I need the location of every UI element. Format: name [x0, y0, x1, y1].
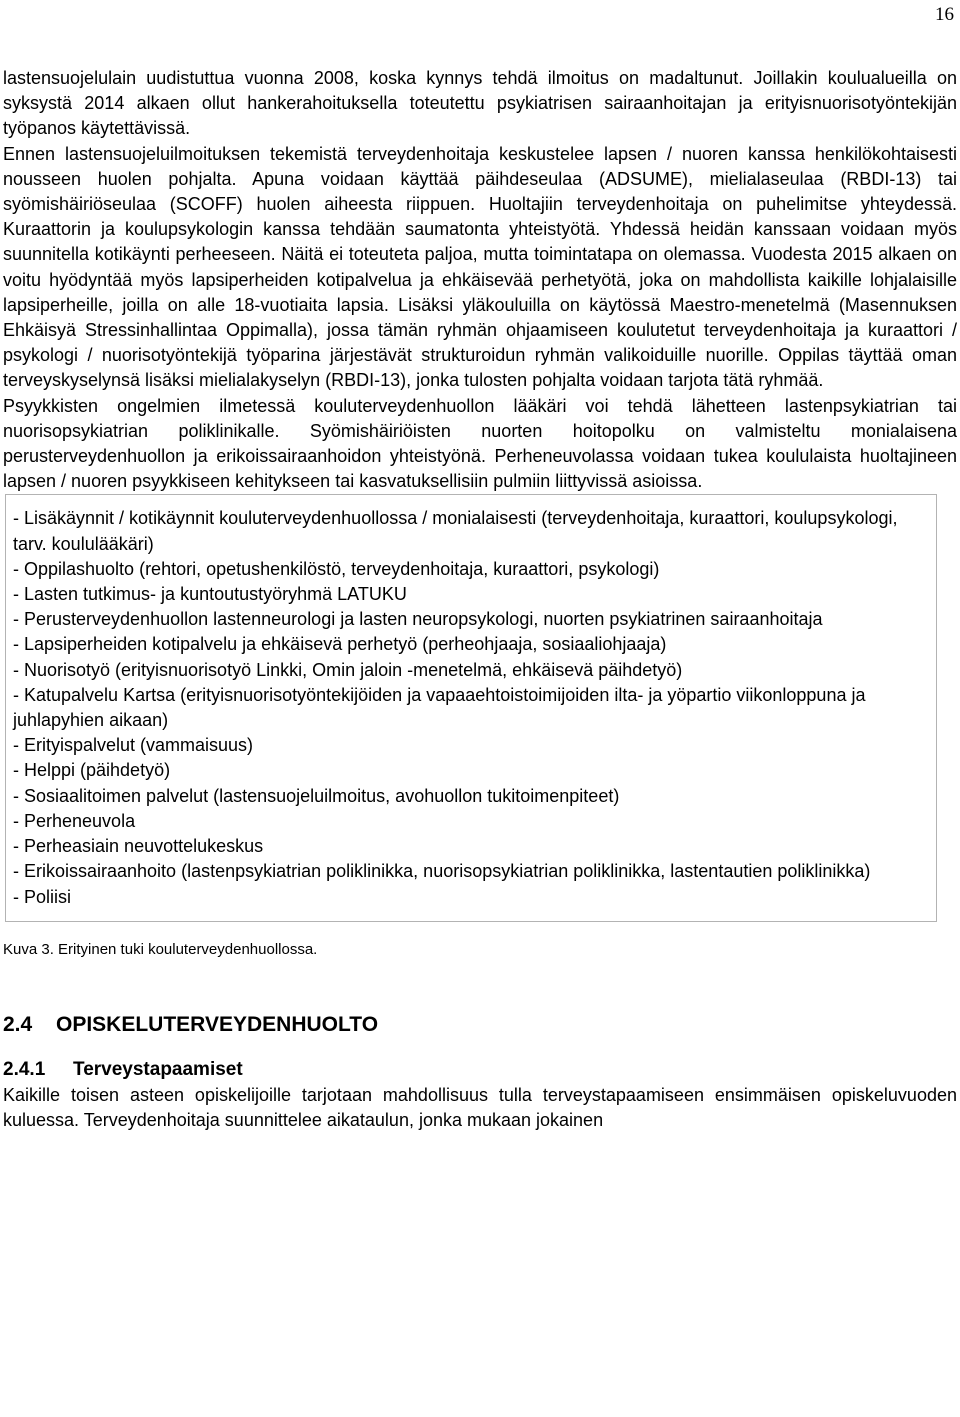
box-item: - Lasten tutkimus- ja kuntoutustyöryhmä LATUKU [13, 584, 407, 605]
final-paragraph: Kaikille toisen asteen opiskelijoille tarjotaan mahdollisuus tulla terveystapaamiseen ensimmäisen opiskeluvuoden kuluessa. Terveydenhoitaja suunnittelee aikataulun, jonka mukaan jokainen [3, 1084, 957, 1130]
box-item: - Lisäkäynnit / kotikäynnit kouluterveydenhuollossa / monialaisesti (terveydenhoitaja, kuraattori, koulupsykologi, tarv. koululääkäri) [13, 508, 898, 554]
figure-caption: Kuva 3. Erityinen tuki kouluterveydenhuollossa. [3, 940, 318, 958]
box-item: - Perheasiain neuvottelukeskus [13, 836, 264, 857]
paragraph-2: Ennen lastensuojeluilmoituksen tekemistä terveydenhoitaja keskustelee lapsen / nuoren kanssa henkilökohtaisesti nousseen huolen pohjalta. Apuna voidaan käyttää päihdeseulaa (ADSUME), mielialaseulaa (RBDI-13) tai syömishäiriöseulaa (SCOFF) huolen aiheesta riippuen. Huoltajiin terveydenhoitaja on puhelimitse yhteydessä. Kuraattorin ja koulupsykologin kanssa tehdään saumatonta yhteistyötä. Yhdessä heidän kanssaan voidaan myös suunnitella kotikäynti perheeseen. Näitä ei toteuteta paljoa, mutta toimintatapa on olemassa. Vuodesta 2015 alkaen on voitu hyödyntää myös lapsiperheiden kotipalvelua ja ehkäisevää perhetyötä, joka on mahdollista kaikille lohjalaisille lapsiperheille, joilla on alle 18-vuotiaita lapsia. Lisäksi yläkouluilla on käytössä Maestro-menetelmä (Masennuksen Ehkäisyä Stressinhallintaa Oppimalla), jossa tämän ryhmän ohjaamiseen koulutetut terveydenhoitaja ja kuraattori / psykologi / nuorisotyöntekijä työparina järjestävät strukturoidun ryhmän valikoiduille nuorille. Oppilas täyttää oman terveyskyselynsä lisäksi mielialakyselyn (RBDI-13), jonka tulosten pohjalta voidaan tarjota tätä ryhmää. [3, 143, 957, 391]
box-item: - Poliisi [13, 886, 72, 907]
section-heading [3, 1012, 957, 1038]
box-item: - Lapsiperheiden kotipalvelu ja ehkäisevä perhetyö (perheohjaaja, sosiaaliohjaaja) [13, 634, 667, 655]
subsection-heading [3, 1057, 957, 1083]
subsection-number: 2.4.1 [3, 1058, 46, 1080]
box-item: - Oppilashuolto (rehtori, opetushenkilöstö, terveydenhoitaja, kuraattori, psykologi) [13, 558, 660, 579]
box-item: - Erityispalvelut (vammaisuus) [13, 735, 254, 756]
section-number: 2.4 [3, 1012, 33, 1036]
box-item: - Katupalvelu Kartsa (erityisnuorisotyöntekijöiden ja vapaaehtoistoimijoiden ilta- ja yöpartio viikonloppuna ja juhlapyhien aikaan) [13, 684, 866, 731]
page-number: 16 [935, 4, 954, 25]
box-item: - Perheneuvola [13, 810, 136, 831]
box-item: - Nuorisotyö (erityisnuorisotyö Linkki, Omin jaloin -menetelmä, ehkäisevä päihdetyö) [13, 659, 683, 680]
box-item: - Sosiaalitoimen palvelut (lastensuojeluilmoitus, avohuollon tukitoimenpiteet) [13, 785, 620, 806]
box-item: - Perusterveydenhuollon lastenneurologi ja lasten neuropsykologi, nuorten psykiatrinen sairaanhoitaja [13, 609, 823, 630]
box-item: - Helppi (päihdetyö) [13, 760, 171, 781]
paragraph-3: Psyykkisten ongelmien ilmetessä kouluterveydenhuollon lääkäri voi tehdä lähetteen lastenpsykiatrian tai nuorisopsykiatrian poliklinikalle. Syömishäiriöisten nuorten hoitopolku on valmisteltu monialaisena perusterveydenhuollon ja erikoissairaanhoidon yhteistyönä. Perheneuvolassa voidaan tukea koululaista huoltajineen lapsen / nuoren psyykkiseen kehitykseen tai kasvatuksellisiin pulmiin liittyvissä asioissa. [3, 395, 957, 492]
paragraph-1: lastensuojelulain uudistuttua vuonna 2008, koska kynnys tehdä ilmoitus on madaltunut. Joillakin koulualueilla on syksystä 2014 alkaen ollut hankerahoituksella toteutettu psykiatrisen sairaanhoitajan ja erityisnuorisotyöntekijän työpanos käytettävissä. [3, 68, 957, 139]
support-services-box [5, 494, 937, 921]
section-title: OPISKELUTERVEYDENHUOLTO [56, 1012, 379, 1036]
document-body [3, 66, 957, 1133]
subsection-title: Terveystapaamiset [73, 1058, 243, 1080]
box-item: - Erikoissairaanhoito (lastenpsykiatrian poliklinikka, nuorisopsykiatrian poliklinikka, lastentautien poliklinikka) [13, 861, 871, 882]
